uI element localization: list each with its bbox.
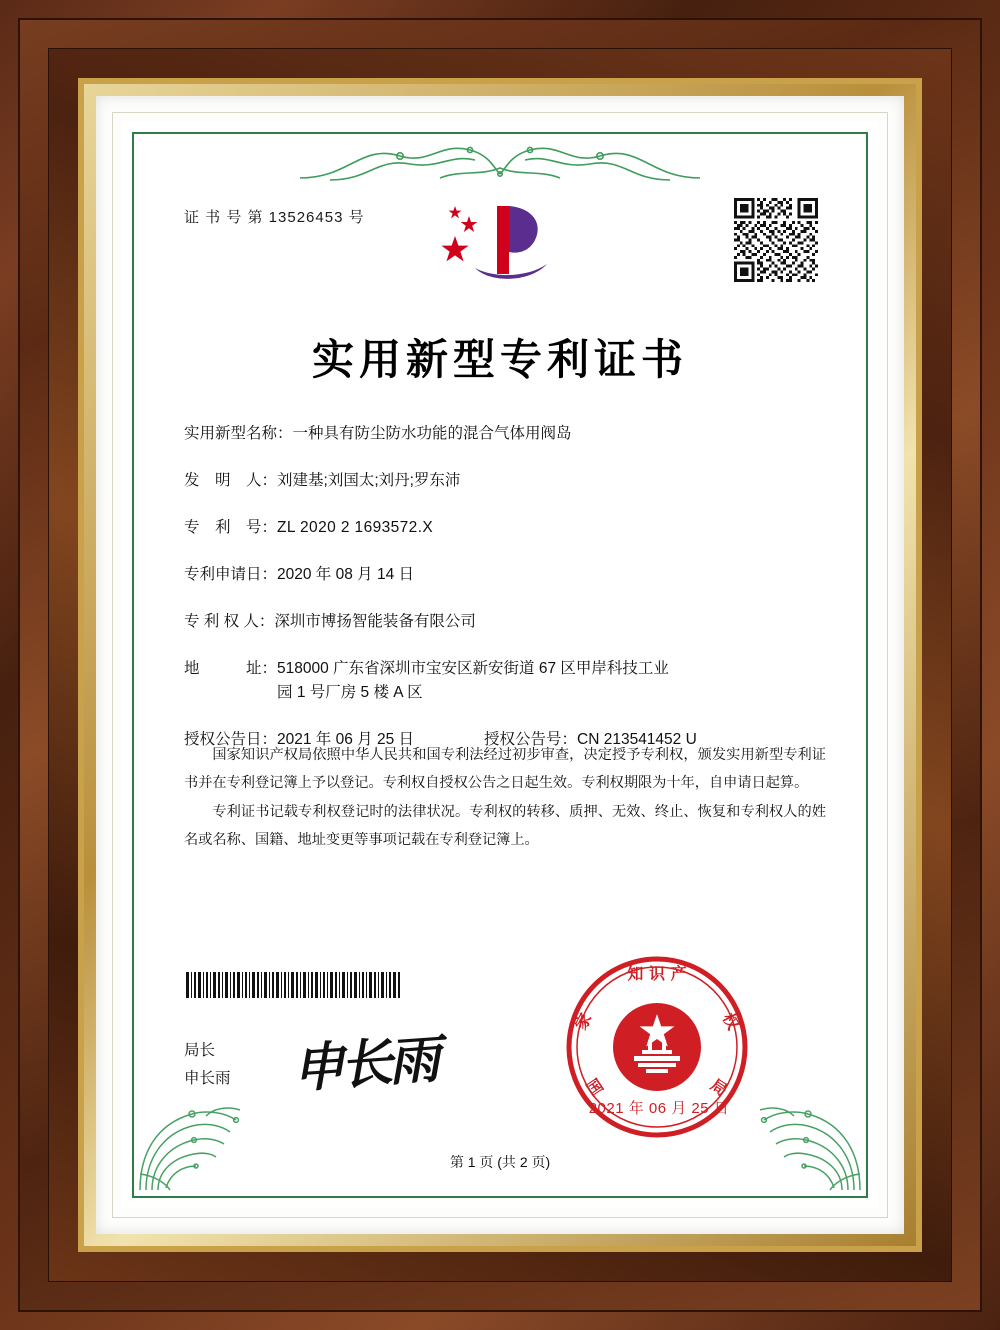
certificate-number: 证 书 号 第 13526453 号: [184, 209, 365, 226]
barcode: [186, 972, 401, 998]
field-utility-model-name: [184, 422, 828, 446]
field-patentee: [184, 610, 828, 634]
certificate-content: [122, 122, 878, 1208]
certificate-fields: [184, 422, 828, 766]
page-title: 实用新型专利证书: [311, 335, 688, 384]
field-label: 发 明 人：: [184, 472, 278, 490]
grant-number-value: CN 213541452 U: [577, 731, 697, 749]
field-label: 专利申请日：: [184, 566, 278, 584]
field-value: 刘建基;刘国太;刘丹;罗东沛: [277, 472, 461, 490]
field-application-date: [184, 563, 828, 587]
seal-date: 2021 年 06 月 25 日: [588, 1100, 730, 1117]
address-line-1: 518000 广东省深圳市宝安区新安街道 67 区甲岸科技工业: [277, 660, 669, 678]
field-label: 地 址：: [184, 660, 278, 678]
legal-paragraph-2: 专利证书记载专利权登记时的法律状况。专利权的转移、质押、无效、终止、恢复和专利权人的姓名或名称、国籍、地址变更等事项记载在专利登记簿上。: [184, 804, 826, 849]
address-line-2: 园 1 号厂房 5 楼 A 区: [277, 684, 423, 702]
svg-text:局: 局: [707, 1075, 732, 1100]
field-label: 专 利 权 人：: [184, 613, 275, 631]
field-address: [184, 657, 828, 705]
field-patent-number: [184, 516, 828, 540]
field-value: 深圳市博扬智能装备有限公司: [274, 613, 476, 631]
field-inventors: [184, 469, 828, 493]
svg-text:国: 国: [582, 1075, 607, 1100]
commissioner-role: 局长: [184, 1042, 216, 1059]
grant-number-label: 授权公告号：: [484, 731, 578, 749]
field-value: ZL 2020 2 1693572.X: [277, 519, 434, 537]
signature-block: [184, 1037, 231, 1093]
legal-text: [184, 742, 826, 857]
cnipa-logo-icon: [435, 194, 565, 284]
svg-text:家: 家: [570, 1009, 596, 1033]
commissioner-name: 申长雨: [184, 1069, 231, 1087]
handwritten-signature: 申长雨: [290, 1029, 439, 1100]
legal-paragraph-1: 国家知识产权局依照中华人民共和国专利法经过初步审查，决定授予专利权，颁发实用新型专利证书并在专利登记簿上予以登记。专利权自授权公告之日起生效。专利权期限为十年，自申请日起算。: [184, 747, 826, 791]
field-value: 2020 年 08 月 14 日: [277, 566, 415, 584]
svg-text:权: 权: [718, 1009, 744, 1033]
field-label: 专 利 号：: [184, 519, 278, 537]
patent-certificate: [122, 122, 878, 1208]
page-footer: 第 1 页 (共 2 页): [449, 1154, 551, 1170]
grant-date-value: 2021 年 06 月 25 日: [277, 731, 415, 749]
svg-text:知 识 产: 知 识 产: [627, 964, 687, 983]
grant-date-label: 授权公告日：: [184, 731, 278, 749]
qr-code: [734, 198, 818, 282]
field-label: 实用新型名称：: [184, 425, 293, 442]
field-value: 一种具有防尘防水功能的混合气体用阀岛: [292, 425, 572, 442]
